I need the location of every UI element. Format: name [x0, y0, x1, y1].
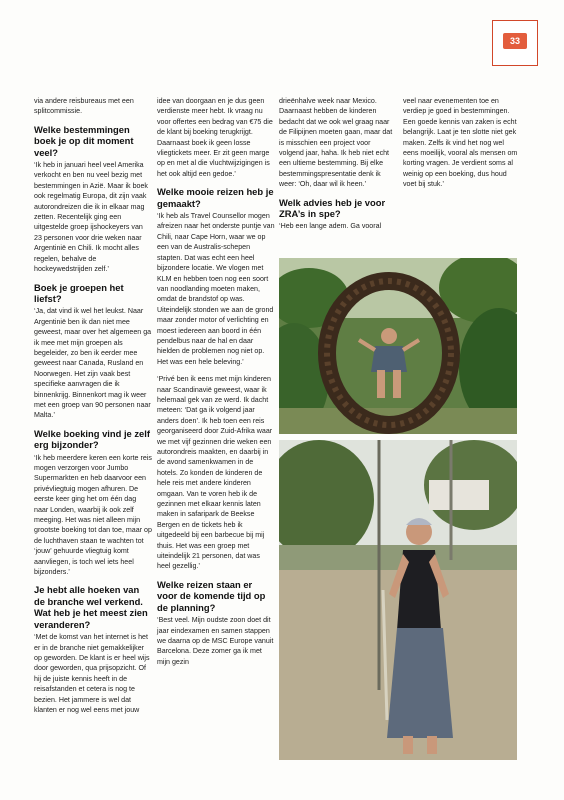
- section-heading: Welke bestemmingen boek je op dit moment veel?: [34, 123, 134, 158]
- text-column-4: [403, 96, 521, 197]
- body-paragraph: ‘Best veel. Mijn oudste zoon doet dit jaar eindexamen en samen stappen we daarna op de MSC Europe vanuit Barcelona. Deze zomer ga ik met mijn gezin: [157, 616, 274, 666]
- body-paragraph: via andere reisbureaus met een splitcommissie.: [34, 97, 134, 116]
- page-number-badge: [492, 20, 538, 66]
- text-column-1: [34, 96, 152, 722]
- body-paragraph: ‘Privé ben ik eens met mijn kinderen naar Scandinavië geweest, waar ik helemaal gek van ze werd. Ik dacht meteen: ‘Dat ga ik volgend jaar anders doen’. Ik heb toen een reis georganiseerd door Zuid-Afrika waar we met vijf gezinnen drie weken een autorondreis maakten, en daarbij in de avond samenkwamen in de hotels. Zo konden de kinderen de hele reis met andere kinderen omgaan. Van te voren heb ik de gezinnen met elkaar kennis laten maken in safaripark de Beekse Bergen en de tickets heb ik uitgedeeld bij een barbecue bij mij thuis. Het was een groep met uiteindelijk 21 personen, dat was heel gezellig.’: [157, 375, 273, 571]
- section-heading: Welke boeking vind je zelf erg bijzonder?: [34, 427, 151, 451]
- page-number: 33: [503, 33, 527, 49]
- body-paragraph: veel naar evenementen toe en verdiep je goed in bestemmingen. Een goede kennis van zaken is echt belangrijk. Laat je ten slotte niet gek maken. Zelfs ik vind het nog wel eens moeilijk, vooral als mensen om korting vragen. Je verdient soms al weinig op een boeking, dus houd voet bij stuk.’: [403, 97, 518, 189]
- section-heading: Je hebt alle hoeken van de branche wel verkend. Wat heb je het meest zien veranderen?: [34, 584, 148, 630]
- body-paragraph: ‘Met de komst van het internet is het er in de branche niet gemakkelijker op geworden. De klant is er heel wijs door geworden, qua prijsopzicht. Of hij de juiste kennis heeft in de reisafstanden et cetera is nog te bezien. Het jammere is wel dat klanten er nog wel eens met jouw: [34, 633, 150, 714]
- body-paragraph: ‘Ik heb in januari heel veel Amerika verkocht en ben nu veel bezig met bestemmingen in Azië. Maar ik boek ook regelmatig Europa, dit zijn vaak autorondreizen die ik in elkaar mag zetten. Recentelijk ging een uitgestelde groep ijshockeyers van 23 personen voor drie weken naar Argentinië en Chili. Ik mocht alles regelen, behalve de hockeywedstrijden zelf.’: [34, 161, 148, 274]
- body-paragraph: ‘Ja, dat vind ik wel het leukst. Naar Argentinië ben ik dan niet mee geweest, maar over het algemeen ga ik mee met mijn groepen als begeleider, zo ben ik eerder mee geweest naar Canada, Rusland en Noorwegen. Het zijn vaak best specifieke aanvragen die ik binnenkrijg. Binnenkort mag ik weer met een groep van 90 personen naar Malta.’: [34, 307, 152, 420]
- tropical-swing-photo: [279, 258, 517, 434]
- body-paragraph: ‘Ik heb als Travel Counsellor mogen afreizen naar het onderste puntje van Chili, naar Cape Horn, waar we op een van de Australis-schepen stapten. Dat was echt een heel bijzondere locatie. We vlogen met KLM en hebben toen nog een soort van noodlanding moeten maken, omdat de brandstof op was. Uiteindelijk stonden we aan de grond maar zonder motor of verlichting en moest iedereen aan boord in één pendelbus naar de hal en daar hielden de problemen nog niet op. Het was een hele beleving.’: [157, 212, 275, 366]
- beach-portrait-photo: [279, 440, 517, 760]
- section-heading: Welke mooie reizen heb je gemaakt?: [157, 186, 274, 209]
- text-column-3: [279, 96, 397, 239]
- body-paragraph: ‘Heb een lange adem. Ga vooral: [279, 222, 382, 231]
- body-paragraph: ‘Ik heb meerdere keren een korte reis mogen verzorgen voor Jumbo Supermarkten en heb daarvoor een privévliegtuig mogen afhuren. De eerste keer ging het om één dag naar Londen, waarbij ik ook zelf meeging. Het was niet alleen mijn grootste boeking tot dan toe, maar op de luchthaven staan te wachten tot ‘jouw’ gehuurde vliegtuig komt aanvliegen, is toch wel iets heel bijzonders.’: [34, 453, 152, 577]
- text-column-2: [157, 96, 275, 674]
- section-heading: Boek je groepen het liefst?: [34, 281, 124, 304]
- body-paragraph: drieënhalve week naar Mexico. Daarnaast hebben de kinderen bedacht dat we ook wel graag naar de Filipijnen moeten gaan, maar dat is misschien een project voor volgend jaar, haha. Ik heb niet echt een ultieme bestemming. Bij elke bestemmingspresentatie denk ik weer: ‘Oh, daar wil ik heen.’: [279, 97, 393, 189]
- section-heading: Welk advies heb je voor ZRA’s in spe?: [279, 196, 386, 220]
- section-heading: Welke reizen staan er voor de komende tijd op de planning?: [157, 578, 266, 613]
- body-paragraph: idee van doorgaan en je dus geen verdienste meer hebt. Ik vraag nu voor offertes een bedrag van €75 die de klant bij boeking terugkrijgt. Daarnaast boek ik geen losse vliegtickets meer. Er zit geen marge op en met al die vluchtwijzigingen is het ook altijd een gedoe.’: [157, 97, 273, 178]
